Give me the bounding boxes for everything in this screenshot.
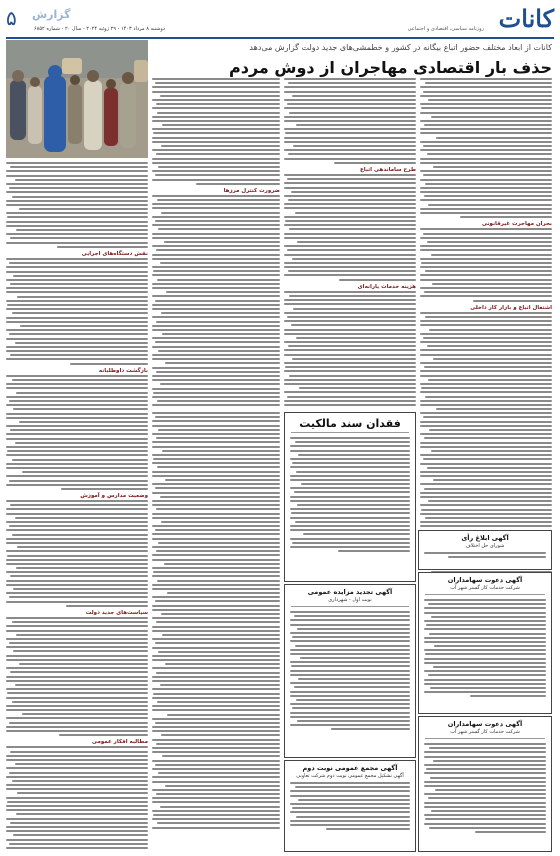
article-subhead: ضرورت کنترل مرزها: [223, 187, 280, 194]
article-subhead: هزینه خدمات یارانه‌ای: [357, 283, 416, 290]
article-column-3: [152, 78, 280, 408]
article-text-block: [6, 500, 148, 607]
notice-body: [285, 780, 415, 834]
section-label: گزارش: [32, 8, 71, 21]
notice-title: آگهی مجمع عمومی نوبت دوم: [302, 764, 398, 772]
notice-general-assembly: [284, 760, 416, 852]
notice-divider: [425, 738, 545, 739]
notice-body: [419, 550, 551, 562]
notice-subtitle: آگهی تشکیل مجمع عمومی نوبت دوم شرکت تعاونی: [296, 773, 404, 779]
notice-divider: [291, 606, 409, 607]
masthead-divider: [6, 37, 554, 39]
article-text-block: [284, 78, 416, 164]
article-subhead: مطالبه افکار عمومی: [91, 739, 148, 746]
notice-shareholders: [418, 572, 552, 714]
article-text-block: [152, 78, 280, 185]
article-subhead: بحران مهاجرت غیرقانونی: [481, 221, 552, 228]
migrants-photo: [6, 40, 148, 158]
dateline: دوشنبه ۸ مرداد ۱۴۰۳ - ۲۹ ژوئیه ۲۰۲۴ - سال ۲۰ - شماره ۶۸۵۲: [34, 26, 165, 32]
notice-ruling: [418, 530, 552, 570]
masthead: [6, 4, 554, 36]
article-text-block: [284, 291, 416, 408]
article-headline: حذف بار اقتصادی مهاجران از دوش مردم: [229, 58, 552, 77]
notice-body: [285, 609, 415, 734]
article-subhead: طرح ساماندهی اتباع: [360, 166, 416, 173]
newspaper-logo: کانات: [498, 4, 554, 33]
article-subhead: سیاست‌های جدید دولت: [85, 609, 148, 616]
article-text-block: [6, 617, 148, 736]
page-number: ۵: [6, 6, 17, 30]
notice-body: [419, 741, 551, 837]
article-text-block: [152, 412, 280, 829]
article-text-block: [284, 174, 416, 281]
notice-title: فقدان سند مالکیت: [299, 417, 401, 430]
article-subhead: نقش دستگاه‌های اجرایی: [81, 250, 148, 257]
notice-title: آگهی ابلاغ رأی: [461, 534, 509, 542]
article-text-block: [420, 78, 552, 218]
notice-divider: [425, 594, 545, 595]
article-subhead: بازگشت داوطلبانه: [98, 367, 148, 374]
notice-subtitle: شرکت خدمات کار گستر شهر آب: [450, 729, 520, 735]
article-text-block: [6, 746, 148, 850]
notice-title: آگهی تجدید مزایده عمومی: [307, 588, 393, 596]
article-kicker: کانات از ابعاد مختلف حضور اتباع بیگانه در کشور و خطمشی‌های جدید دولت گزارش می‌دهد: [249, 43, 552, 52]
notice-title: آگهی دعوت سهامداران: [447, 720, 523, 728]
notice-shareholders-2: [418, 716, 552, 852]
article-column-5: [152, 412, 280, 850]
article-subhead: اشتغال اتباع و بازار کار داخلی: [470, 304, 552, 311]
article-column-4: [6, 162, 148, 850]
notice-title: آگهی دعوت سهامداران: [447, 576, 523, 584]
article-subhead: وضعیت مدارس و آموزش: [80, 493, 148, 500]
notice-tender: [284, 584, 416, 758]
notice-body: [419, 597, 551, 702]
article-text-block: [420, 228, 552, 301]
notice-subtitle: شرکت خدمات کار گستر شهر آب: [450, 585, 520, 591]
notice-divider: [291, 432, 409, 433]
article-column-2: [284, 78, 416, 408]
notice-loss-of-deed: [284, 412, 416, 582]
notice-body: [285, 435, 415, 556]
article-text-block: [6, 162, 148, 248]
article-text-block: [152, 195, 280, 408]
tagline: روزنامه سیاسی، اقتصادی و اجتماعی: [407, 26, 484, 32]
article-text-block: [6, 258, 148, 365]
notice-subtitle: نوبت اول - شهرداری: [328, 597, 372, 603]
article-text-block: [6, 375, 148, 490]
notice-subtitle: شورای حل اختلاف: [465, 543, 505, 549]
